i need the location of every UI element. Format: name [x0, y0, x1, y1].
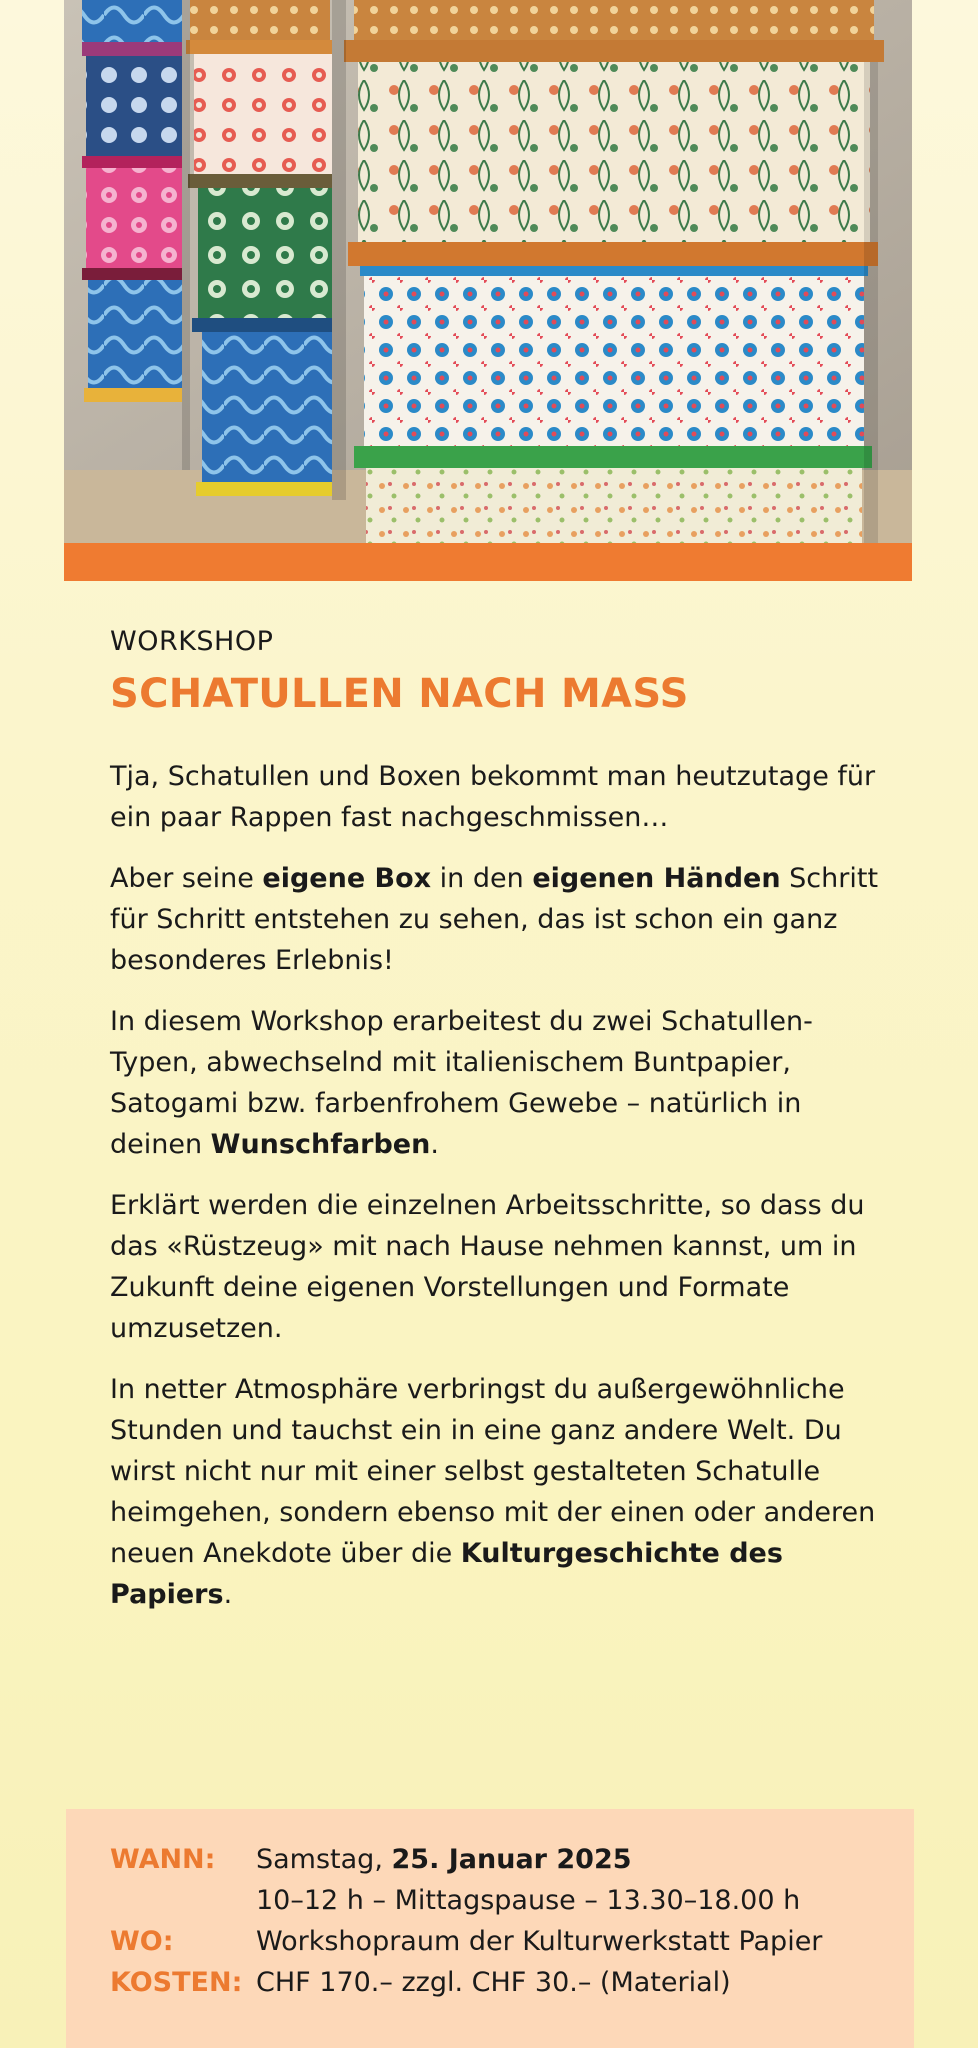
text-segment: In diesem Workshop erarbeitest du zwei Schatullen-Typen, abwechselnd mit italienischem Buntpapier, Satogami bzw. farbenfrohem Gewebe – natürlich in deinen: [110, 1006, 813, 1160]
text-segment: .: [223, 1579, 233, 1610]
text-segment: in den: [431, 863, 533, 894]
paragraph-atmosphere: [110, 1369, 890, 1615]
text-segment: Aber seine: [110, 863, 263, 894]
when-label: WANN:: [110, 1844, 216, 1875]
when-date-line: [256, 1839, 896, 1880]
paragraph-workshop: [110, 1001, 890, 1165]
stacked-boxes-illustration: [64, 0, 912, 543]
text-segment: In netter Atmosphäre verbringst du außergewöhnliche Stunden und tauchst ein in eine ganz andere Welt. Du wirst nicht nur mit einer selbst gestalteten Schatulle heimgehen, sondern ebenso mit der einen oder anderen neuen Anekdote über die: [110, 1374, 876, 1569]
kicker: WORKSHOP: [110, 626, 274, 657]
paragraph-intro: Tja, Schatullen und Boxen bekommt man heutzutage für ein paar Rappen fast nachgeschmissen…: [110, 761, 876, 833]
paragraph-own-box: [110, 858, 890, 981]
when-day: Samstag,: [256, 1844, 392, 1875]
when-time: 10–12 h – Mittagspause – 13.30–18.00 h: [256, 1885, 801, 1916]
emphasis-eigene-box: eigene Box: [262, 863, 432, 894]
where-value: Workshopraum der Kulturwerkstatt Papier: [256, 1926, 823, 1957]
emphasis-eigenen-haenden: eigenen Händen: [532, 863, 781, 894]
event-info-box: [66, 1809, 914, 2048]
cost-label: KOSTEN:: [110, 1967, 243, 1998]
orange-accent-bar: [64, 543, 912, 581]
boxes-photo: [64, 0, 912, 543]
text-segment: Schritt für Schritt entstehen zu sehen, das ist schon ein ganz besonderes Erlebnis!: [110, 863, 879, 976]
paragraph-steps: Erklärt werden die einzelnen Arbeitsschritte, so dass du das «Rüstzeug» mit nach Hause nehmen kannst, um in Zukunft deine eigenen Vorstellungen und Formate umzusetzen.: [110, 1190, 865, 1344]
emphasis-wunschfarben: Wunschfarben: [210, 1129, 431, 1160]
cost-value: CHF 170.– zzgl. CHF 30.– (Material): [256, 1967, 731, 1998]
article: [110, 624, 890, 1635]
page-title: SCHATULLEN NACH MASS: [110, 671, 689, 717]
where-label: WO:: [110, 1926, 174, 1957]
when-date: 25. Januar 2025: [391, 1844, 632, 1875]
emphasis-kulturgeschichte: Kulturgeschichte des Papiers: [110, 1538, 783, 1610]
text-segment: .: [430, 1129, 439, 1160]
